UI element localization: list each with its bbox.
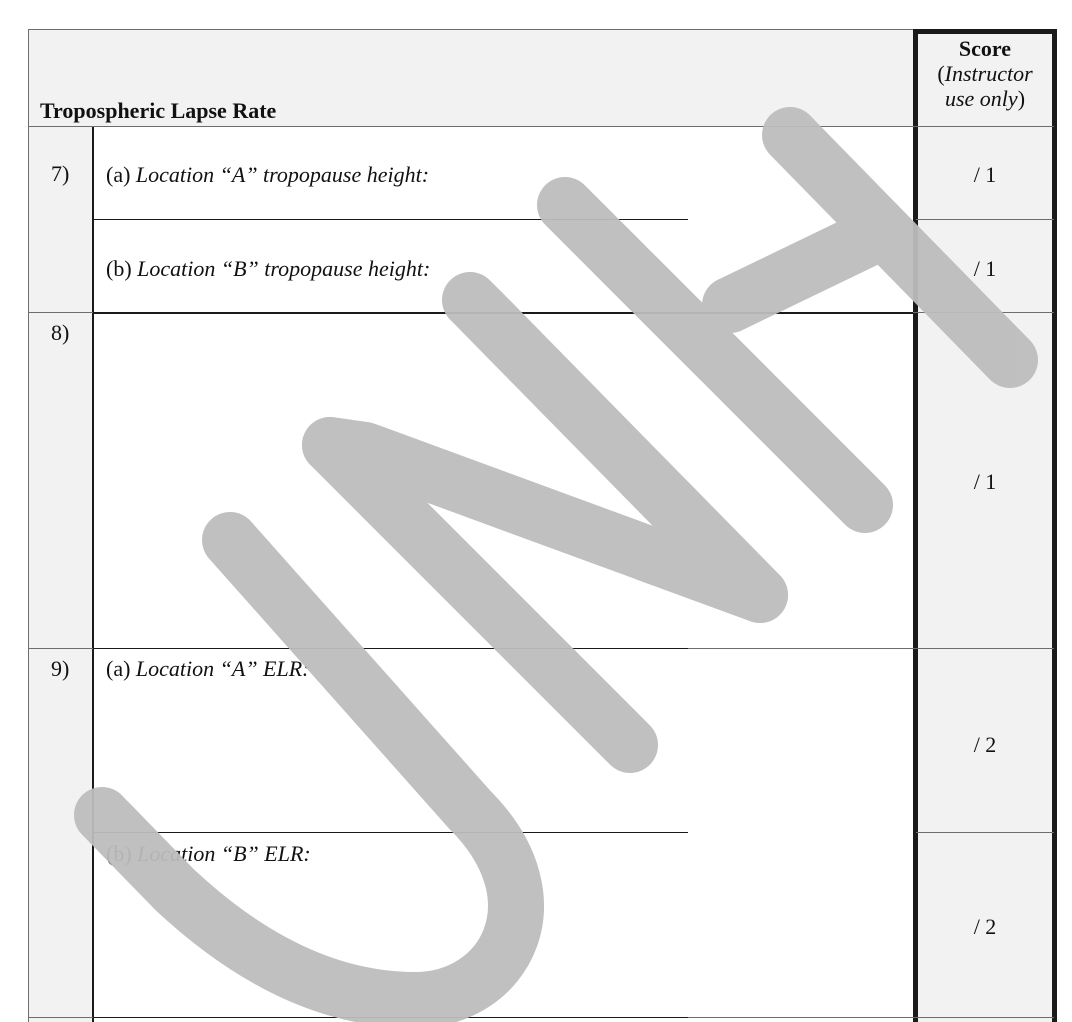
watermark-letter-h-left-stem [565,205,865,505]
question-7a-letter: (a) [106,162,131,187]
header-divider [28,126,1054,127]
section-title: Tropospheric Lapse Rate [40,98,277,123]
question-9b-letter: (b) [106,841,132,866]
question-7b-prompt [106,258,430,280]
question-7b-letter: (b) [106,256,132,281]
answer-column-left-border [92,126,94,1022]
row-9-bottom-divider-dark [93,1017,688,1018]
question-9a-score: / 2 [973,732,997,757]
question-number-9: 9) [51,656,70,681]
question-9a-prompt [106,658,310,680]
table-left-border [28,29,29,1022]
question-9a-text: Location “A” ELR: [135,656,310,681]
question-7a-prompt [106,164,429,186]
watermark-letter-n-right-diagonal [480,310,760,595]
score-note-line-1: Instructor [944,61,1033,86]
question-number-8: 8) [51,320,70,345]
watermark-letter-n-left-diagonal [330,445,630,745]
score-header [916,36,1054,111]
question-8-score: / 1 [973,469,997,494]
score-title: Score [958,36,1012,61]
question-number-column [28,126,93,1022]
question-7a-score: / 1 [973,162,997,187]
watermark-letter-n [330,300,760,595]
row-8-divider-dark [93,648,688,649]
score-note-open: ( [937,61,945,86]
question-9a-letter: (a) [106,656,131,681]
score-note-line-2: use only [944,86,1018,111]
question-9b-text: Location “B” ELR: [137,841,311,866]
row-9a-divider [93,832,688,833]
watermark-letter-h-crossbar [730,235,875,305]
row-7a-divider [93,219,688,220]
question-7a-text: Location “A” tropopause height: [135,162,430,187]
row-7a-score-divider [916,219,1054,220]
question-9b-prompt [106,843,311,865]
question-7b-score: / 1 [973,256,997,281]
question-7b-text: Location “B” tropopause height: [137,256,431,281]
question-9b-score: / 2 [973,914,997,939]
question-number-7: 7) [51,161,70,186]
row-9a-score-divider [916,832,1054,833]
table-top-border [28,29,916,30]
row-7-divider-dark [93,312,913,314]
watermark-letter-u [102,540,516,1000]
score-note-close: ) [1017,86,1026,111]
score-column-top-border [913,29,1057,34]
